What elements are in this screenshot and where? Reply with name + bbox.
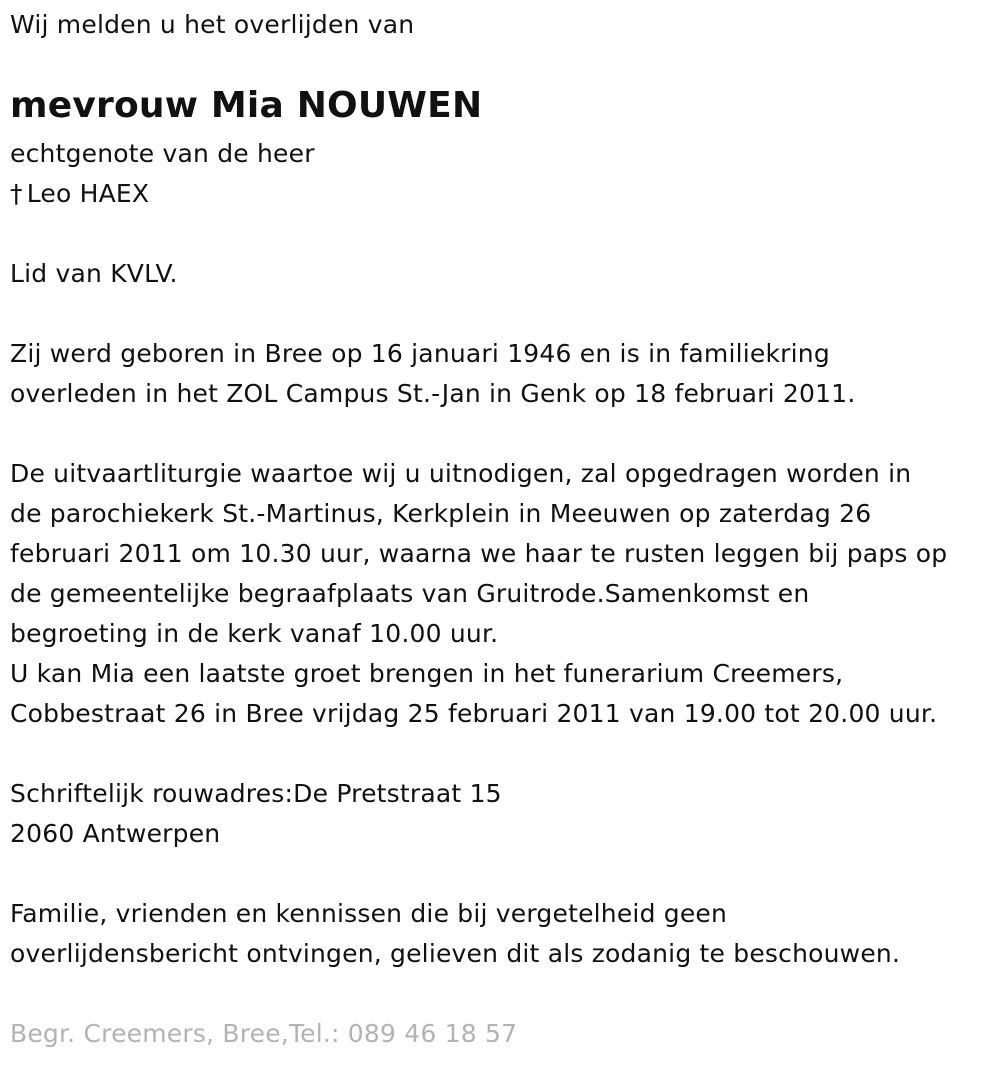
birth-death-line: overleden in het ZOL Campus St.-Jan in Genk op 18 februari 2011. <box>10 379 856 408</box>
funeral-line: de gemeentelijke begraafplaats van Gruitrode.Samenkomst en <box>10 579 810 608</box>
funeral-line: De uitvaartliturgie waartoe wij u uitnodigen, zal opgedragen worden in <box>10 459 912 488</box>
funeral-home-footer: Begr. Creemers, Bree,Tel.: 089 46 18 57 <box>10 1019 518 1048</box>
funeral-line: U kan Mia een laatste groet brengen in het funerarium Creemers, <box>10 659 844 688</box>
cross-icon: † <box>10 179 23 208</box>
address-line: 2060 Antwerpen <box>10 819 221 848</box>
spouse-line <box>10 174 149 214</box>
closing-line: Familie, vrienden en kennissen die bij vergetelheid geen <box>10 899 728 928</box>
deceased-name: mevrouw Mia NOUWEN <box>10 85 483 126</box>
spouse-label: echtgenote van de heer <box>10 139 315 168</box>
funeral-line: Cobbestraat 26 in Bree vrijdag 25 februari 2011 van 19.00 tot 20.00 uur. <box>10 699 938 728</box>
closing-line: overlijdensbericht ontvingen, gelieven dit als zodanig te beschouwen. <box>10 939 901 968</box>
birth-death-line: Zij werd geboren in Bree op 16 januari 1946 en is in familiekring <box>10 339 830 368</box>
address-line: Schriftelijk rouwadres:De Pretstraat 15 <box>10 779 502 808</box>
funeral-line: begroeting in de kerk vanaf 10.00 uur. <box>10 619 499 648</box>
membership-text: Lid van KVLV. <box>10 259 178 288</box>
funeral-line: de parochiekerk St.-Martinus, Kerkplein in Meeuwen op zaterdag 26 <box>10 499 872 528</box>
funeral-line: februari 2011 om 10.30 uur, waarna we haar te rusten leggen bij paps op <box>10 539 948 568</box>
spouse-name: Leo HAEX <box>26 179 150 208</box>
intro-text: Wij melden u het overlijden van <box>10 10 415 39</box>
